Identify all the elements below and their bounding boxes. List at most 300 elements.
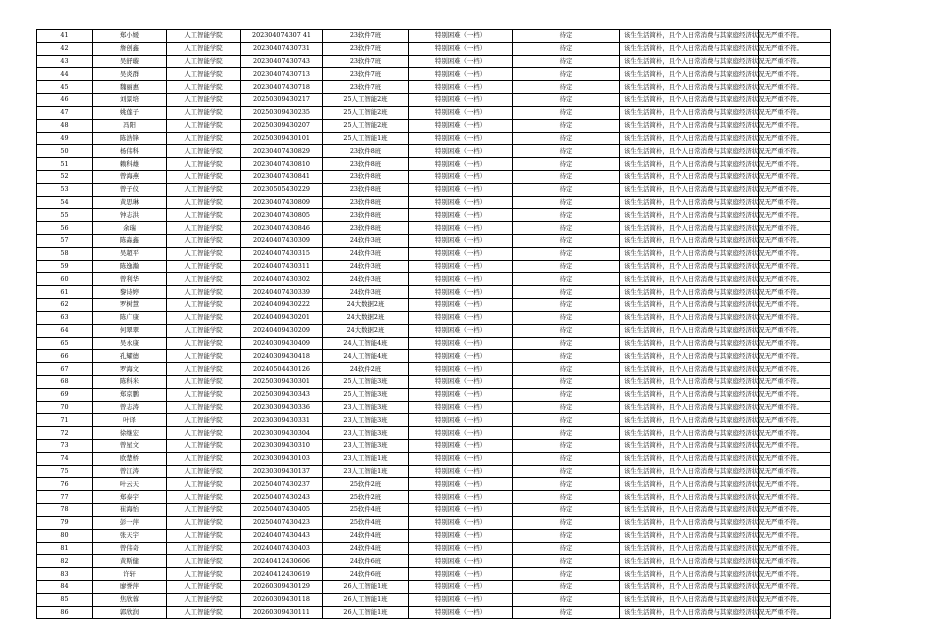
student-name-cell: 崔海怡 (93, 504, 167, 517)
student-name-cell: 余瑞 (93, 222, 167, 235)
row-number-cell: 47 (37, 106, 93, 119)
row-number-cell: 41 (37, 30, 93, 43)
row-number-cell: 59 (37, 260, 93, 273)
status-cell: 待定 (513, 606, 620, 619)
class-cell: 23人工智能1班 (323, 452, 409, 465)
table-row (37, 516, 831, 529)
college-cell: 人工智能学院 (167, 68, 241, 81)
student-id-cell: 20230407430810 (241, 158, 323, 171)
student-id-cell: 20240309430409 (241, 337, 323, 350)
difficulty-level-cell: 特别困难（一档） (409, 375, 513, 388)
table-row (37, 606, 831, 619)
row-number-cell: 44 (37, 68, 93, 81)
student-name-cell: 罗树慧 (93, 299, 167, 312)
student-id-cell: 20240309430418 (241, 350, 323, 363)
row-number-cell: 62 (37, 299, 93, 312)
difficulty-level-cell: 特别困难（一档） (409, 235, 513, 248)
class-cell: 23软件7班 (323, 55, 409, 68)
student-name-cell: 黄思琳 (93, 196, 167, 209)
student-name-cell: 冯阳 (93, 119, 167, 132)
status-cell: 待定 (513, 247, 620, 260)
row-number-cell: 50 (37, 145, 93, 158)
table-row (37, 158, 831, 171)
row-number-cell: 45 (37, 81, 93, 94)
status-cell: 待定 (513, 478, 620, 491)
table-row (37, 363, 831, 376)
student-id-cell: 20230309430103 (241, 452, 323, 465)
difficulty-level-cell: 特别困难（一档） (409, 55, 513, 68)
class-cell: 24人工智能4班 (323, 337, 409, 350)
student-name-cell: 郑泰宇 (93, 491, 167, 504)
college-cell: 人工智能学院 (167, 170, 241, 183)
row-number-cell: 43 (37, 55, 93, 68)
table-row (37, 337, 831, 350)
class-cell: 23软件7班 (323, 68, 409, 81)
remark-cell: 该生生活简朴，且个人日常消费与其家庭经济状况无严重不符。 (620, 68, 759, 81)
college-cell: 人工智能学院 (167, 158, 241, 171)
student-id-cell: 20230407430731 (241, 42, 323, 55)
table-row (37, 388, 831, 401)
student-name-cell: 赖科雄 (93, 158, 167, 171)
status-cell: 待定 (513, 30, 620, 43)
row-number-cell: 46 (37, 94, 93, 107)
status-cell: 待定 (513, 529, 620, 542)
status-cell: 待定 (513, 132, 620, 145)
student-id-cell: 20260309430111 (241, 606, 323, 619)
difficulty-level-cell: 特别困难（一档） (409, 427, 513, 440)
student-id-cell: 20240409430201 (241, 311, 323, 324)
remark-cell: 该生生活简朴，且个人日常消费与其家庭经济状况无严重不符。 (620, 273, 759, 286)
student-id-cell: 20240407430309 (241, 235, 323, 248)
remark-cell: 该生生活简朴，且个人日常消费与其家庭经济状况无严重不符。 (620, 235, 759, 248)
college-cell: 人工智能学院 (167, 388, 241, 401)
status-cell: 待定 (513, 119, 620, 132)
remark-cell: 该生生活简朴，且个人日常消费与其家庭经济状况无严重不符。 (620, 311, 759, 324)
class-cell: 24大数据2班 (323, 324, 409, 337)
table-row (37, 260, 831, 273)
remark-cell: 该生生活简朴，且个人日常消费与其家庭经济状况无严重不符。 (620, 170, 759, 183)
class-cell: 23人工智能3班 (323, 440, 409, 453)
difficulty-level-cell: 特别困难（一档） (409, 388, 513, 401)
college-cell: 人工智能学院 (167, 222, 241, 235)
class-cell: 23软件8班 (323, 183, 409, 196)
college-cell: 人工智能学院 (167, 247, 241, 260)
remark-cell: 该生生活简朴，且个人日常消费与其家庭经济状况无严重不符。 (620, 145, 759, 158)
college-cell: 人工智能学院 (167, 42, 241, 55)
student-name-cell: 陈科米 (93, 375, 167, 388)
college-cell: 人工智能学院 (167, 606, 241, 619)
status-cell: 待定 (513, 491, 620, 504)
status-cell: 待定 (513, 286, 620, 299)
student-id-cell: 20260309430118 (241, 593, 323, 606)
college-cell: 人工智能学院 (167, 427, 241, 440)
college-cell: 人工智能学院 (167, 504, 241, 517)
remark-cell: 该生生活简朴，且个人日常消费与其家庭经济状况无严重不符。 (620, 427, 759, 440)
student-name-cell: 曾江涛 (93, 465, 167, 478)
table-row (37, 247, 831, 260)
remark-cell: 该生生活简朴，且个人日常消费与其家庭经济状况无严重不符。 (620, 568, 759, 581)
difficulty-level-cell: 特别困难（一档） (409, 504, 513, 517)
college-cell: 人工智能学院 (167, 401, 241, 414)
difficulty-level-cell: 特别困难（一档） (409, 286, 513, 299)
class-cell: 24软件6班 (323, 555, 409, 568)
status-cell: 待定 (513, 452, 620, 465)
table-row (37, 145, 831, 158)
difficulty-level-cell: 特别困难（一档） (409, 414, 513, 427)
remark-cell: 该生生活简朴，且个人日常消费与其家庭经济状况无严重不符。 (620, 593, 759, 606)
class-cell: 23软件7班 (323, 30, 409, 43)
status-cell: 待定 (513, 235, 620, 248)
remark-cell: 该生生活简朴，且个人日常消费与其家庭经济状况无严重不符。 (620, 606, 759, 619)
difficulty-level-cell: 特别困难（一档） (409, 465, 513, 478)
remark-cell: 该生生活简朴，且个人日常消费与其家庭经济状况无严重不符。 (620, 222, 759, 235)
difficulty-level-cell: 特别困难（一档） (409, 170, 513, 183)
student-id-cell: 20230407430743 (241, 55, 323, 68)
table-row (37, 555, 831, 568)
college-cell: 人工智能学院 (167, 299, 241, 312)
student-name-cell: 詹创鑫 (93, 42, 167, 55)
student-id-cell: 20240409430209 (241, 324, 323, 337)
remark-cell: 该生生活简朴，且个人日常消费与其家庭经济状况无严重不符。 (620, 491, 759, 504)
student-name-cell: 曾志涛 (93, 401, 167, 414)
table-row (37, 183, 831, 196)
student-name-cell: 廖誉萍 (93, 580, 167, 593)
remark-cell: 该生生活简朴，且个人日常消费与其家庭经济状况无严重不符。 (620, 106, 759, 119)
remark-cell: 该生生活简朴，且个人日常消费与其家庭经济状况无严重不符。 (620, 132, 759, 145)
student-name-cell: 曾子仪 (93, 183, 167, 196)
college-cell: 人工智能学院 (167, 542, 241, 555)
student-id-cell: 20230505430229 (241, 183, 323, 196)
remark-cell: 该生生活简朴，且个人日常消费与其家庭经济状况无严重不符。 (620, 478, 759, 491)
remark-cell: 该生生活简朴，且个人日常消费与其家庭经济状况无严重不符。 (620, 555, 759, 568)
row-number-cell: 61 (37, 286, 93, 299)
class-cell: 24软件2班 (323, 363, 409, 376)
college-cell: 人工智能学院 (167, 593, 241, 606)
table-row (37, 311, 831, 324)
class-cell: 25人工智能3班 (323, 375, 409, 388)
student-name-cell: 张天宇 (93, 529, 167, 542)
table-row (37, 401, 831, 414)
difficulty-level-cell: 特别困难（一档） (409, 222, 513, 235)
row-number-cell: 65 (37, 337, 93, 350)
student-id-cell: 20230309430331 (241, 414, 323, 427)
student-name-cell: 魏丽惠 (93, 81, 167, 94)
student-id-cell: 20230309430310 (241, 440, 323, 453)
difficulty-level-cell: 特别困难（一档） (409, 260, 513, 273)
table-row (37, 222, 831, 235)
college-cell: 人工智能学院 (167, 555, 241, 568)
class-cell: 25软件4班 (323, 516, 409, 529)
table-body (37, 30, 831, 619)
remark-cell: 该生生活简朴，且个人日常消费与其家庭经济状况无严重不符。 (620, 119, 759, 132)
student-id-cell: 20230309430137 (241, 465, 323, 478)
table-row (37, 273, 831, 286)
student-aid-table (36, 29, 831, 619)
student-name-cell: 曾海燕 (93, 170, 167, 183)
row-number-cell: 70 (37, 401, 93, 414)
student-name-cell: 叶云天 (93, 478, 167, 491)
college-cell: 人工智能学院 (167, 375, 241, 388)
remark-cell: 该生生活简朴，且个人日常消费与其家庭经济状况无严重不符。 (620, 81, 759, 94)
class-cell: 24软件3班 (323, 260, 409, 273)
row-number-cell: 84 (37, 580, 93, 593)
remark-cell: 该生生活简朴，且个人日常消费与其家庭经济状况无严重不符。 (620, 196, 759, 209)
row-number-cell: 57 (37, 235, 93, 248)
class-cell: 24软件4班 (323, 529, 409, 542)
status-cell: 待定 (513, 209, 620, 222)
student-name-cell: 吴永康 (93, 337, 167, 350)
student-name-cell: 彭一萍 (93, 516, 167, 529)
remark-cell: 该生生活简朴，且个人日常消费与其家庭经济状况无严重不符。 (620, 260, 759, 273)
difficulty-level-cell: 特别困难（一档） (409, 94, 513, 107)
difficulty-level-cell: 特别困难（一档） (409, 337, 513, 350)
table-row (37, 196, 831, 209)
class-cell: 23软件8班 (323, 209, 409, 222)
college-cell: 人工智能学院 (167, 363, 241, 376)
student-id-cell: 20250309430217 (241, 94, 323, 107)
row-number-cell: 78 (37, 504, 93, 517)
remark-cell: 该生生活简朴，且个人日常消费与其家庭经济状况无严重不符。 (620, 55, 759, 68)
row-number-cell: 60 (37, 273, 93, 286)
college-cell: 人工智能学院 (167, 452, 241, 465)
difficulty-level-cell: 特别困难（一档） (409, 196, 513, 209)
remark-cell: 该生生活简朴，且个人日常消费与其家庭经济状况无严重不符。 (620, 542, 759, 555)
row-number-cell: 67 (37, 363, 93, 376)
student-id-cell: 20260309430129 (241, 580, 323, 593)
college-cell: 人工智能学院 (167, 529, 241, 542)
college-cell: 人工智能学院 (167, 273, 241, 286)
difficulty-level-cell: 特别困难（一档） (409, 81, 513, 94)
college-cell: 人工智能学院 (167, 286, 241, 299)
table-row (37, 170, 831, 183)
row-number-cell: 52 (37, 170, 93, 183)
remark-cell: 该生生活简朴，且个人日常消费与其家庭经济状况无严重不符。 (620, 286, 759, 299)
table-row (37, 286, 831, 299)
table-row (37, 299, 831, 312)
row-number-cell: 76 (37, 478, 93, 491)
row-number-cell: 80 (37, 529, 93, 542)
row-number-cell: 83 (37, 568, 93, 581)
row-number-cell: 49 (37, 132, 93, 145)
difficulty-level-cell: 特别困难（一档） (409, 324, 513, 337)
row-number-cell: 53 (37, 183, 93, 196)
difficulty-level-cell: 特别困难（一档） (409, 555, 513, 568)
class-cell: 25人工智能1班 (323, 132, 409, 145)
status-cell: 待定 (513, 158, 620, 171)
student-id-cell: 20240412430619 (241, 568, 323, 581)
status-cell: 待定 (513, 106, 620, 119)
row-number-cell: 51 (37, 158, 93, 171)
student-name-cell: 曾利华 (93, 273, 167, 286)
status-cell: 待定 (513, 273, 620, 286)
class-cell: 23软件8班 (323, 222, 409, 235)
difficulty-level-cell: 特别困难（一档） (409, 401, 513, 414)
status-cell: 待定 (513, 516, 620, 529)
difficulty-level-cell: 特别困难（一档） (409, 452, 513, 465)
student-id-cell: 20240407430443 (241, 529, 323, 542)
status-cell: 待定 (513, 55, 620, 68)
college-cell: 人工智能学院 (167, 94, 241, 107)
status-cell: 待定 (513, 504, 620, 517)
student-name-cell: 陈逸瀚 (93, 260, 167, 273)
student-id-cell: 20250407430405 (241, 504, 323, 517)
status-cell: 待定 (513, 196, 620, 209)
row-number-cell: 85 (37, 593, 93, 606)
student-name-cell: 孔耀德 (93, 350, 167, 363)
status-cell: 待定 (513, 311, 620, 324)
class-cell: 24软件4班 (323, 542, 409, 555)
table-row (37, 529, 831, 542)
college-cell: 人工智能学院 (167, 235, 241, 248)
college-cell: 人工智能学院 (167, 183, 241, 196)
table-row (37, 68, 831, 81)
row-number-cell: 69 (37, 388, 93, 401)
status-cell: 待定 (513, 222, 620, 235)
student-name-cell: 吴炎群 (93, 68, 167, 81)
status-cell: 待定 (513, 568, 620, 581)
student-id-cell: 20250309430235 (241, 106, 323, 119)
table-row (37, 593, 831, 606)
class-cell: 24软件6班 (323, 568, 409, 581)
college-cell: 人工智能学院 (167, 132, 241, 145)
row-number-cell: 75 (37, 465, 93, 478)
status-cell: 待定 (513, 260, 620, 273)
college-cell: 人工智能学院 (167, 311, 241, 324)
student-name-cell: 杨伟科 (93, 145, 167, 158)
row-number-cell: 72 (37, 427, 93, 440)
student-name-cell: 姚莲子 (93, 106, 167, 119)
difficulty-level-cell: 特别困难（一档） (409, 593, 513, 606)
student-name-cell: 徐继宏 (93, 427, 167, 440)
table-row (37, 478, 831, 491)
table-row (37, 55, 831, 68)
status-cell: 待定 (513, 350, 620, 363)
class-cell: 24人工智能4班 (323, 350, 409, 363)
class-cell: 23人工智能3班 (323, 427, 409, 440)
difficulty-level-cell: 特别困难（一档） (409, 132, 513, 145)
college-cell: 人工智能学院 (167, 414, 241, 427)
student-id-cell: 20240409430222 (241, 299, 323, 312)
table-row (37, 491, 831, 504)
student-name-cell: 何翠翠 (93, 324, 167, 337)
table-row (37, 235, 831, 248)
student-id-cell: 20250407430243 (241, 491, 323, 504)
table-row (37, 119, 831, 132)
status-cell: 待定 (513, 388, 620, 401)
student-name-cell: 叶译 (93, 414, 167, 427)
table-row (37, 580, 831, 593)
table-row (37, 427, 831, 440)
student-id-cell: 20250407430423 (241, 516, 323, 529)
table-row (37, 209, 831, 222)
difficulty-level-cell: 特别困难（一档） (409, 440, 513, 453)
row-number-cell: 48 (37, 119, 93, 132)
status-cell: 待定 (513, 363, 620, 376)
difficulty-level-cell: 特别困难（一档） (409, 491, 513, 504)
student-id-cell: 20250309430301 (241, 375, 323, 388)
class-cell: 25人工智能3班 (323, 388, 409, 401)
difficulty-level-cell: 特别困难（一档） (409, 529, 513, 542)
college-cell: 人工智能学院 (167, 350, 241, 363)
class-cell: 24软件3班 (323, 247, 409, 260)
class-cell: 23软件7班 (323, 81, 409, 94)
status-cell: 待定 (513, 465, 620, 478)
student-name-cell: 吴超平 (93, 247, 167, 260)
student-name-cell: 陈浩锋 (93, 132, 167, 145)
student-name-cell: 刘景培 (93, 94, 167, 107)
difficulty-level-cell: 特别困难（一档） (409, 119, 513, 132)
difficulty-level-cell: 特别困难（一档） (409, 568, 513, 581)
remark-cell: 该生生活简朴，且个人日常消费与其家庭经济状况无严重不符。 (620, 414, 759, 427)
row-number-cell: 42 (37, 42, 93, 55)
row-number-cell: 82 (37, 555, 93, 568)
table-row (37, 42, 831, 55)
remark-cell: 该生生活简朴，且个人日常消费与其家庭经济状况无严重不符。 (620, 30, 759, 43)
remark-cell: 该生生活简朴，且个人日常消费与其家庭经济状况无严重不符。 (620, 465, 759, 478)
status-cell: 待定 (513, 81, 620, 94)
remark-cell: 该生生活简朴，且个人日常消费与其家庭经济状况无严重不符。 (620, 363, 759, 376)
difficulty-level-cell: 特别困难（一档） (409, 580, 513, 593)
table-row (37, 132, 831, 145)
student-name-cell: 钟志洪 (93, 209, 167, 222)
college-cell: 人工智能学院 (167, 465, 241, 478)
student-name-cell: 欧楚桥 (93, 452, 167, 465)
row-number-cell: 73 (37, 440, 93, 453)
student-name-cell: 焦欣蓉 (93, 593, 167, 606)
status-cell: 待定 (513, 401, 620, 414)
class-cell: 24大数据2班 (323, 299, 409, 312)
difficulty-level-cell: 特别困难（一档） (409, 183, 513, 196)
difficulty-level-cell: 特别困难（一档） (409, 516, 513, 529)
college-cell: 人工智能学院 (167, 580, 241, 593)
student-id-cell: 20250309430343 (241, 388, 323, 401)
class-cell: 24软件3班 (323, 273, 409, 286)
status-cell: 待定 (513, 183, 620, 196)
class-cell: 25人工智能2班 (323, 94, 409, 107)
class-cell: 24软件3班 (323, 235, 409, 248)
difficulty-level-cell: 特别困难（一档） (409, 209, 513, 222)
difficulty-level-cell: 特别困难（一档） (409, 350, 513, 363)
remark-cell: 该生生活简朴，且个人日常消费与其家庭经济状况无严重不符。 (620, 440, 759, 453)
table-row (37, 94, 831, 107)
row-number-cell: 56 (37, 222, 93, 235)
table-row (37, 414, 831, 427)
college-cell: 人工智能学院 (167, 145, 241, 158)
college-cell: 人工智能学院 (167, 568, 241, 581)
status-cell: 待定 (513, 42, 620, 55)
difficulty-level-cell: 特别困难（一档） (409, 42, 513, 55)
student-name-cell: 陈广康 (93, 311, 167, 324)
student-id-cell: 20230309430336 (241, 401, 323, 414)
row-number-cell: 86 (37, 606, 93, 619)
student-id-cell: 20230407430805 (241, 209, 323, 222)
difficulty-level-cell: 特别困难（一档） (409, 606, 513, 619)
student-name-cell: 曾星文 (93, 440, 167, 453)
remark-cell: 该生生活简朴，且个人日常消费与其家庭经济状况无严重不符。 (620, 42, 759, 55)
remark-cell: 该生生活简朴，且个人日常消费与其家庭经济状况无严重不符。 (620, 158, 759, 171)
row-number-cell: 74 (37, 452, 93, 465)
student-id-cell: 20240412430606 (241, 555, 323, 568)
row-number-cell: 58 (37, 247, 93, 260)
class-cell: 25软件2班 (323, 478, 409, 491)
remark-cell: 该生生活简朴，且个人日常消费与其家庭经济状况无严重不符。 (620, 516, 759, 529)
college-cell: 人工智能学院 (167, 106, 241, 119)
class-cell: 23软件7班 (323, 42, 409, 55)
table-row (37, 465, 831, 478)
table-row (37, 504, 831, 517)
remark-cell: 该生生活简朴，且个人日常消费与其家庭经济状况无严重不符。 (620, 401, 759, 414)
student-id-cell: 20230309430304 (241, 427, 323, 440)
